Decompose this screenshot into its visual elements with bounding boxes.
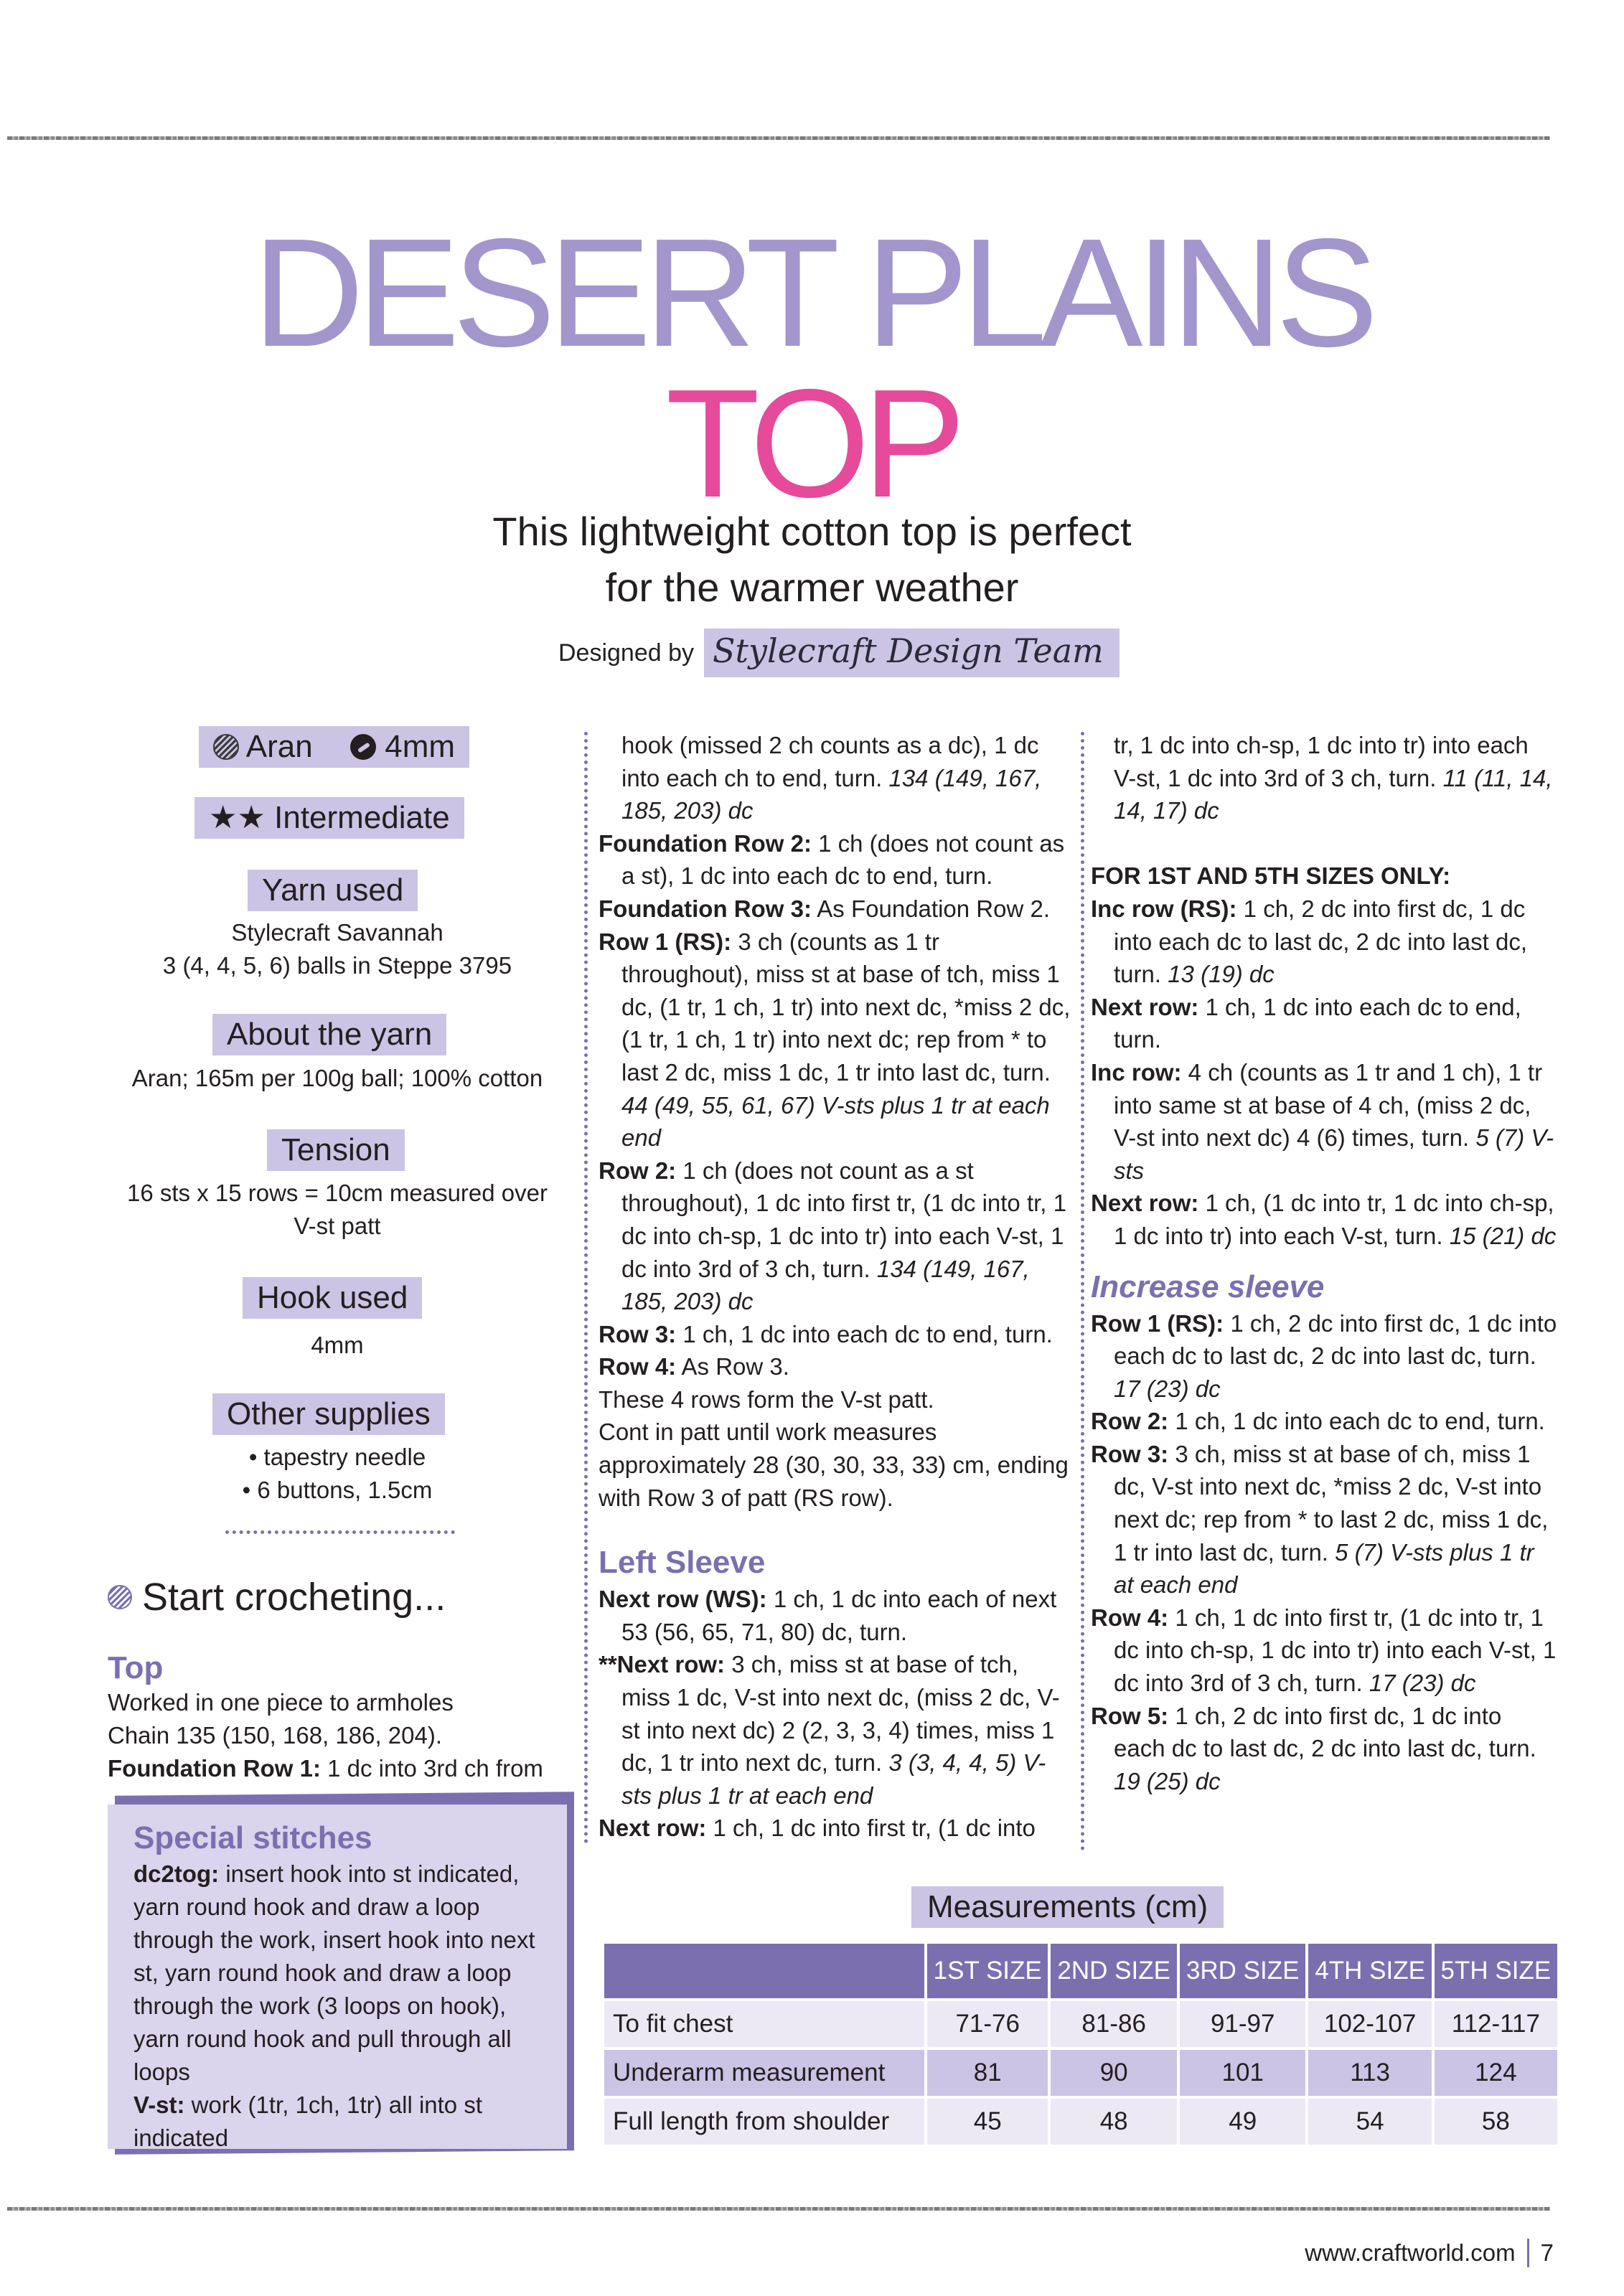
- table-cell: 112-117: [1435, 2001, 1557, 2047]
- row-text: hook (missed 2 ch counts as a dc), 1 dc into each ch to end, turn.: [621, 732, 1039, 791]
- row-label-cell: Full length from shoulder: [604, 2099, 924, 2145]
- designer-name: Stylecraft Design Team: [704, 629, 1120, 677]
- sizes-note: [1091, 860, 1557, 893]
- about-yarn-text: Aran; 165m per 100g ball; 100% cotton: [131, 1065, 543, 1091]
- table-cell: 113: [1308, 2050, 1431, 2096]
- column-divider-2: [1081, 732, 1084, 1851]
- pattern-note-2: Cont in patt until work measures approximately 28 (30, 30, 33, 33) cm, ending with Row 3 of patt (RS row).: [599, 1418, 1069, 1511]
- row-text: 1 ch, 1 dc into each dc to end, turn.: [1114, 993, 1521, 1053]
- row-text: 3 ch, miss st at base of tch, miss 1 dc, V-st into next dc, (miss 2 dc, V-st into next dc) 2 (2, 3, 3, 4) times, miss 1 dc, 1 tr into next dc, turn.: [621, 1651, 1060, 1777]
- row-label: Inc row (RS):: [1091, 895, 1237, 922]
- row-label: Row 1 (RS):: [599, 928, 732, 955]
- top-line-1: Worked in one piece to armholes: [108, 1689, 454, 1716]
- inc-sleeve-row-5: [1091, 1700, 1557, 1798]
- footer-url[interactable]: www.craftworld.com: [1305, 2239, 1516, 2266]
- subtitle: [0, 504, 1624, 616]
- row-label: **Next row:: [599, 1651, 726, 1678]
- top-line-2: Chain 135 (150, 168, 186, 204).: [108, 1722, 443, 1749]
- level-chip: [194, 797, 464, 839]
- row-text: tr, 1 dc into ch-sp, 1 dc into tr) into each V-st, 1 dc into 3rd of 3 ch, turn.: [1114, 732, 1529, 791]
- stitch-count: 5 (7) V-sts: [1114, 1124, 1554, 1184]
- stitch-count: 11 (11, 14, 14, 17) dc: [1114, 764, 1553, 824]
- table-cell: 90: [1051, 2050, 1177, 2096]
- dc2tog-definition: [133, 1858, 548, 2089]
- row-text: 1 ch (does not count as a st throughout), 1 dc into first tr, (1 dc into tr, 1 dc into ch-sp, 1 dc into tr) into each V-st, 1 dc into 3rd of 3 ch, turn.: [621, 1157, 1066, 1282]
- top-heading: Top: [108, 1650, 164, 1685]
- stitch-count: 44 (49, 55, 61, 67) V-sts plus 1 tr at each end: [621, 1091, 1050, 1152]
- next-row-b: [1091, 1187, 1557, 1252]
- subtitle-line-1: This lightweight cotton top is perfect: [492, 509, 1132, 554]
- about-yarn-heading: About the yarn: [212, 1014, 446, 1055]
- sidebar-dotted-divider: [225, 1530, 455, 1534]
- top-section: [108, 1650, 567, 1785]
- column-header: 5TH SIZE: [1435, 1944, 1557, 1998]
- row-label: Inc row:: [1091, 1058, 1182, 1086]
- yarn-used-line-1: Stylecraft Savannah: [231, 919, 443, 946]
- yarn-hook-chip: [199, 726, 469, 768]
- tension-line-2: V-st patt: [294, 1213, 381, 1239]
- top-decorative-rule: [7, 136, 1550, 140]
- table-cell: 45: [927, 2099, 1048, 2145]
- measurements-table: [601, 1941, 1560, 2147]
- row-label: Next row:: [1091, 993, 1199, 1020]
- table-cell: 54: [1308, 2099, 1431, 2145]
- instruction-continuation: [1091, 729, 1557, 827]
- column-header: 4TH SIZE: [1308, 1944, 1431, 1998]
- designed-by-label: Designed by: [558, 639, 695, 667]
- table-row: [604, 2099, 1557, 2145]
- pattern-column-1: [599, 729, 1072, 1845]
- table-cell: 91-97: [1180, 2001, 1306, 2047]
- inc-sleeve-row-4: [1091, 1601, 1557, 1700]
- tension-text: [108, 1177, 567, 1243]
- yarn-used-line-2: 3 (4, 4, 5, 6) balls in Steppe 3795: [162, 952, 512, 979]
- supplies-list: [108, 1441, 567, 1507]
- level-label: Intermediate: [274, 800, 450, 835]
- column-header: 3RD SIZE: [1180, 1944, 1306, 1998]
- table-cell: 81-86: [1051, 2001, 1177, 2047]
- term-label: dc2tog:: [133, 1860, 220, 1887]
- vst-definition: [133, 2089, 548, 2155]
- special-stitches-box: [108, 1805, 567, 2149]
- row-label: Row 4:: [599, 1353, 677, 1380]
- inc-row: [1091, 1056, 1557, 1187]
- next-row-3: [599, 1812, 1072, 1845]
- row-text: 1 ch, 1 dc into first tr, (1 dc into: [706, 1815, 1036, 1842]
- row-label: Row 3:: [1091, 1440, 1169, 1467]
- inc-sleeve-row-1: [1091, 1307, 1557, 1406]
- other-supplies-heading: Other supplies: [212, 1393, 445, 1435]
- row-text: 1 ch, (1 dc into tr, 1 dc into ch-sp, 1 dc into tr) into each V-st, turn.: [1114, 1190, 1554, 1249]
- row-label: Next row:: [599, 1815, 707, 1842]
- special-stitches-heading: Special stitches: [133, 1820, 372, 1855]
- inc-row-rs: [1091, 893, 1557, 991]
- row-text: 1 ch, 1 dc into each dc to end, turn.: [676, 1320, 1053, 1347]
- hook-icon: [350, 734, 376, 760]
- row-label: Next row:: [1091, 1190, 1199, 1217]
- pattern-note-1: These 4 rows form the V-st patt.: [599, 1385, 934, 1413]
- row-text: 1 ch, 1 dc into first tr, (1 dc into tr, 1 dc into ch-sp, 1 dc into tr) into each V-st, 1 dc into 3rd of 3 ch, turn.: [1114, 1604, 1557, 1697]
- foundation-row-2: [599, 827, 1072, 893]
- start-crocheting-heading: [108, 1575, 446, 1619]
- table-header-row: [604, 1944, 1557, 1998]
- table-cell: 102-107: [1308, 2001, 1431, 2047]
- measurements-heading: Measurements (cm): [911, 1886, 1224, 1928]
- yarn-weight: Aran: [245, 729, 313, 764]
- row-text: 4 ch (counts as 1 tr and 1 ch), 1 tr into same st at base of 4 ch, (miss 2 dc, V-st into next dc) 4 (6) times, turn.: [1114, 1058, 1543, 1152]
- instruction-continuation: [599, 729, 1072, 827]
- column-header: 2ND SIZE: [1051, 1944, 1177, 1998]
- footer-divider: [1527, 2239, 1529, 2267]
- bottom-decorative-rule: [7, 2207, 1550, 2211]
- title-line-2: TOP: [665, 357, 959, 530]
- row-text: 3 ch (counts as 1 tr throughout), miss st at base of tch, miss 1 dc, (1 tr, 1 ch, 1 tr) into next dc, *miss 2 dc, (1 tr, 1 ch, 1 tr) into next dc; rep from * to last 2 dc, miss 1 dc, 1 tr into last dc, turn.: [621, 928, 1071, 1086]
- table-cell: 49: [1180, 2099, 1306, 2145]
- row-text: 3 ch, miss st at base of ch, miss 1 dc, V-st into next dc, *miss 2 dc, V-st into next dc; rep from * to last 2 dc, miss 1 dc, 1 tr into last dc, turn.: [1114, 1440, 1549, 1566]
- row-label: Foundation Row 3:: [599, 895, 812, 922]
- supplies-item: • tapestry needle: [248, 1444, 426, 1470]
- row-label: Row 3:: [599, 1320, 677, 1347]
- stitch-count: 17 (23) dc: [1114, 1375, 1221, 1402]
- table-row: [604, 2001, 1557, 2047]
- row-text: 1 ch, 1 dc into each of next 53 (56, 65, 71, 80) dc, turn.: [621, 1586, 1057, 1645]
- stitch-count: 3 (3, 4, 4, 5) V-sts plus 1 tr at each end: [621, 1749, 1046, 1809]
- increase-sleeve-heading: Increase sleeve: [1091, 1269, 1325, 1304]
- row-label: Foundation Row 2:: [599, 829, 812, 857]
- yarn-ball-icon: [108, 1585, 132, 1609]
- yarn-used-heading: Yarn used: [248, 870, 418, 911]
- page-footer: [1305, 2239, 1554, 2267]
- row-label: Row 1 (RS):: [1091, 1309, 1224, 1337]
- hook-size: 4mm: [385, 729, 455, 764]
- row-label: Row 2:: [599, 1157, 677, 1184]
- term-text: insert hook into st indicated, yarn round hook and draw a loop through the work, insert hook into next st, yarn round hook and draw a loop through the work (3 loops on hook), yarn round hook and pull through all loops: [133, 1860, 535, 2085]
- row-text: 1 ch, 2 dc into first dc, 1 dc into each dc to last dc, 2 dc into last dc, turn.: [1114, 895, 1527, 988]
- row-text: 1 ch, 1 dc into each dc to end, turn.: [1168, 1408, 1545, 1435]
- table-cell: 71-76: [927, 2001, 1048, 2047]
- title-line-1: DESERT PLAINS: [253, 206, 1371, 379]
- sizes-label: FOR 1ST AND 5TH SIZES ONLY:: [1091, 862, 1451, 890]
- page-number: 7: [1540, 2239, 1554, 2266]
- row-label: Row 5:: [1091, 1702, 1169, 1729]
- term-label: V-st:: [133, 2092, 185, 2118]
- row-label-cell: To fit chest: [604, 2001, 924, 2047]
- left-sleeve-heading: Left Sleeve: [599, 1545, 766, 1581]
- term-text: work (1tr, 1ch, 1tr) all into st indicated: [133, 2092, 482, 2151]
- tension-line-1: 16 sts x 15 rows = 10cm measured over: [126, 1180, 548, 1206]
- inc-sleeve-row-2: [1091, 1405, 1557, 1438]
- pattern-column-2: [1091, 729, 1557, 1797]
- foundation-row-1: [108, 1752, 567, 1785]
- table-cell: 101: [1180, 2050, 1306, 2096]
- spacer: [1091, 827, 1557, 860]
- yarn-used-text: [108, 916, 567, 982]
- inc-sleeve-row-3: [1091, 1438, 1557, 1601]
- level-stars-icon: ★★: [209, 800, 266, 835]
- table-cell: 124: [1435, 2050, 1557, 2096]
- stitch-count: 15 (21) dc: [1449, 1222, 1557, 1249]
- hook-used-text: 4mm: [311, 1332, 364, 1358]
- row-label: Row 4:: [1091, 1604, 1169, 1631]
- subtitle-line-2: for the warmer weather: [605, 565, 1019, 610]
- row-text: As Row 3.: [676, 1353, 789, 1380]
- table-cell: 81: [927, 2050, 1048, 2096]
- column-divider-1: [584, 732, 588, 1844]
- row-label: Next row (WS):: [599, 1586, 767, 1613]
- foundation-row-3: [599, 893, 1072, 926]
- row-3: [599, 1318, 1072, 1351]
- table-cell: 58: [1435, 2099, 1557, 2145]
- stitch-count: 134 (149, 167, 185, 203) dc: [621, 764, 1042, 824]
- yarn-ball-icon: [213, 734, 239, 760]
- tension-heading: Tension: [267, 1129, 405, 1171]
- row-text: 1 dc into 3rd ch from: [320, 1755, 543, 1782]
- row-text: As Foundation Row 2.: [811, 895, 1050, 922]
- column-header: [604, 1944, 924, 1998]
- table-cell: 48: [1051, 2099, 1177, 2145]
- row-text: 1 ch, 2 dc into first dc, 1 dc into each dc to last dc, 2 dc into last dc, turn.: [1114, 1309, 1557, 1370]
- next-row-2: [599, 1648, 1072, 1812]
- row-label-cell: Underarm measurement: [604, 2050, 924, 2096]
- row-2: [599, 1154, 1072, 1318]
- start-heading-text: Start crocheting...: [142, 1576, 446, 1619]
- designer-credit: [558, 631, 1120, 674]
- stitch-count: 5 (7) V-sts plus 1 tr at each end: [1114, 1538, 1534, 1599]
- stitch-count: 17 (23) dc: [1369, 1670, 1476, 1697]
- next-row-ws: [599, 1583, 1072, 1648]
- row-text: 1 ch, 2 dc into first dc, 1 dc into each dc to last dc, 2 dc into last dc, turn.: [1114, 1702, 1536, 1762]
- row-label: Row 2:: [1091, 1408, 1169, 1435]
- row-text: 1 ch (does not count as a st), 1 dc into each dc to end, turn.: [621, 829, 1065, 890]
- row-4: [599, 1350, 1072, 1383]
- table-row: [604, 2050, 1557, 2096]
- supplies-item: • 6 buttons, 1.5cm: [242, 1477, 433, 1503]
- row-1: [599, 926, 1072, 1154]
- column-header: 1ST SIZE: [927, 1944, 1048, 1998]
- row-label: Foundation Row 1:: [108, 1755, 321, 1782]
- stitch-count: 13 (19) dc: [1168, 961, 1275, 988]
- stitch-count: 134 (149, 167, 185, 203) dc: [621, 1255, 1030, 1315]
- next-row-a: [1091, 991, 1557, 1056]
- stitch-count: 19 (25) dc: [1114, 1767, 1221, 1794]
- hook-used-heading: Hook used: [243, 1277, 422, 1319]
